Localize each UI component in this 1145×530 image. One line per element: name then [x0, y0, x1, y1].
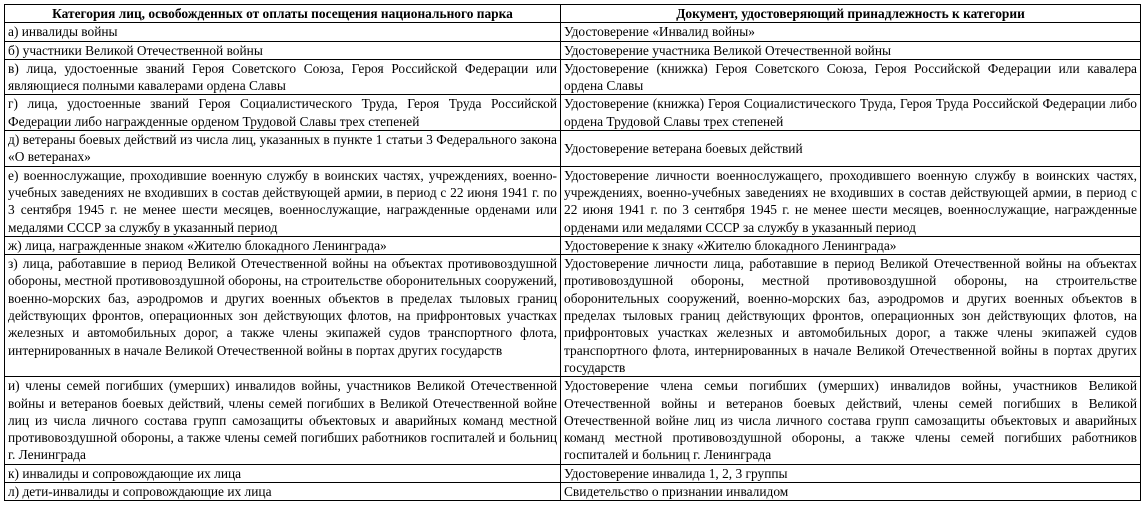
category-cell: к) инвалиды и сопровождающие их лица [5, 464, 561, 482]
category-cell: в) лица, удостоенные званий Героя Советского Союза, Героя Российской Федерации или являющиеся полными кавалерами ордена Славы [5, 59, 561, 95]
table-row [5, 483, 1141, 501]
table-row [5, 255, 1141, 377]
document-cell: Удостоверение «Инвалид войны» [561, 23, 1141, 41]
header-row [5, 5, 1141, 23]
category-cell: а) инвалиды войны [5, 23, 561, 41]
category-cell: л) дети-инвалиды и сопровождающие их лица [5, 483, 561, 501]
document-cell: Удостоверение личности лица, работавшие в период Великой Отечественной войны на объектах противовоздушной обороны, местной противовоздушной обороны, на строительстве оборонительных сооружений, военно-морских баз, аэродромов и других военных объектов в пределах тыловых границ действующих фронтов, операционных зон действующих флотов, на прифронтовых участках железных и автомобильных дорог, а также члены экипажей судов транспортного флота, интернированных в начале Великой Отечественной войны в портах других государств [561, 255, 1141, 377]
category-cell: д) ветераны боевых действий из числа лиц, указанных в пункте 1 статьи 3 Федерального закона «О ветеранах» [5, 131, 561, 167]
document-cell: Удостоверение ветерана боевых действий [561, 131, 1141, 167]
document-cell: Удостоверение личности военнослужащего, проходившего военную службу в воинских частях, учреждениях, военно-учебных заведениях не входивших в состав действующей армии, в период с 22 июня 1941 г. по 3 сентября 1945 г. не менее шести месяцев, военнослужащие, награжденные орденами или медалями СССР за службу в указанный период [561, 166, 1141, 236]
document-cell: Удостоверение (книжка) Героя Социалистического Труда, Героя Труда Российской Федерации либо ордена Трудовой Славы трех степеней [561, 95, 1141, 131]
table-row [5, 236, 1141, 254]
table-row [5, 41, 1141, 59]
category-cell: ж) лица, награжденные знаком «Жителю блокадного Ленинграда» [5, 236, 561, 254]
document-cell: Удостоверение инвалида 1, 2, 3 группы [561, 464, 1141, 482]
table-row [5, 59, 1141, 95]
category-cell: и) члены семей погибших (умерших) инвалидов войны, участников Великой Отечественной войны и ветеранов боевых действий, члены семей погибших в Великой Отечественной войне лиц из числа личного состава групп самозащиты объектовых и аварийных команд местной противовоздушной обороны, а также члены семей погибших работников госпиталей и больниц г. Ленинграда [5, 377, 561, 464]
category-cell: е) военнослужащие, проходившие военную службу в воинских частях, учреждениях, военно-учебных заведениях не входивших в состав действующей армии, в период с 22 июня 1941 г. по 3 сентября 1945 г. не менее шести месяцев, военнослужащие, награжденные орденами или медалями СССР за службу в указанный период [5, 166, 561, 236]
table-row [5, 23, 1141, 41]
table-row [5, 131, 1141, 167]
document-cell: Удостоверение (книжка) Героя Советского Союза, Героя Российской Федерации или кавалера ордена Славы [561, 59, 1141, 95]
category-cell: з) лица, работавшие в период Великой Отечественной войны на объектах противовоздушной обороны, местной противовоздушной обороны, на строительстве оборонительных сооружений, военно-морских баз, аэродромов и других военных объектов в пределах тыловых границ действующих фронтов, операционных зон действующих флотов, на прифронтовых участках железных и автомобильных дорог, а также члены экипажей судов транспортного флота, интернированных в начале Великой Отечественной войны в портах других государств [5, 255, 561, 377]
document-cell: Удостоверение члена семьи погибших (умерших) инвалидов войны, участников Великой Отечественной войны и ветеранов боевых действий, члены семей погибших в Великой Отечественной войне лиц из числа личного состава групп самозащиты объектовых и аварийных команд местной противовоздушной обороны, а также члены семей погибших работников госпиталей и больниц г. Ленинграда [561, 377, 1141, 464]
category-cell: б) участники Великой Отечественной войны [5, 41, 561, 59]
header-category: Категория лиц, освобожденных от оплаты посещения национального парка [5, 5, 561, 23]
table-row [5, 464, 1141, 482]
category-cell: г) лица, удостоенные званий Героя Социалистического Труда, Героя Труда Российской Федерации либо награжденные орденом Трудовой Славы трех степеней [5, 95, 561, 131]
exemption-table [4, 4, 1141, 501]
table-row [5, 166, 1141, 236]
document-cell: Удостоверение участника Великой Отечественной войны [561, 41, 1141, 59]
header-document: Документ, удостоверяющий принадлежность к категории [561, 5, 1141, 23]
document-cell: Свидетельство о признании инвалидом [561, 483, 1141, 501]
document-cell: Удостоверение к знаку «Жителю блокадного Ленинграда» [561, 236, 1141, 254]
table-row [5, 95, 1141, 131]
table-row [5, 377, 1141, 464]
